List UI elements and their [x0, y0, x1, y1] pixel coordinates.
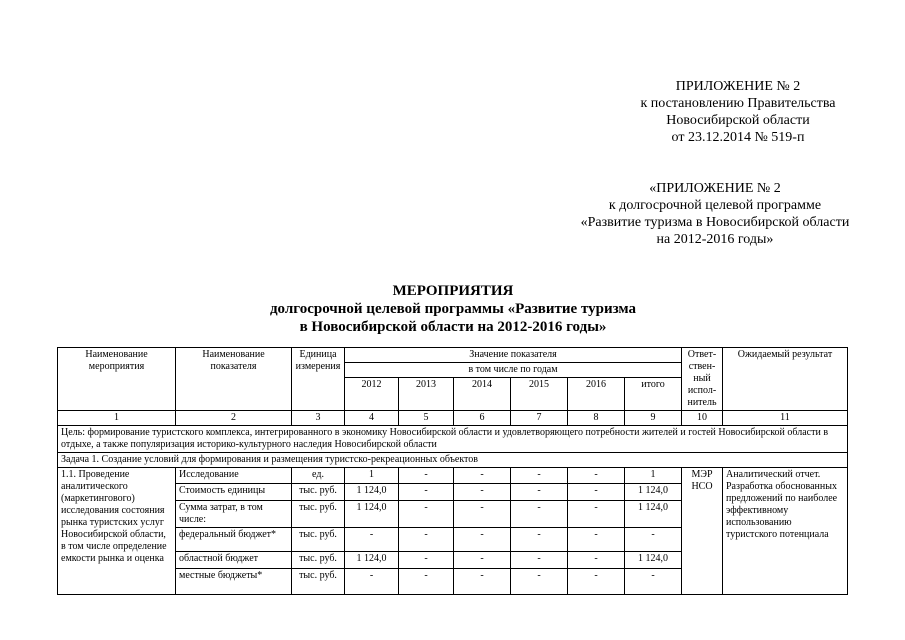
value-total-cell: 1 124,0	[625, 484, 682, 501]
value-2012-cell: 1	[345, 468, 399, 484]
value-2012-cell: 1 124,0	[345, 484, 399, 501]
title-line: в Новосибирской области на 2012-2016 годы»	[299, 319, 607, 335]
appendix-line: от 23.12.2014 № 519-п	[671, 130, 805, 145]
value-2012-cell: 1 124,0	[345, 552, 399, 569]
value-total-cell: -	[625, 528, 682, 552]
indicator-cell: Стоимость единицы	[176, 484, 292, 501]
header-value: Значение показателя	[345, 348, 682, 363]
value-2014-cell: -	[454, 501, 511, 528]
value-2016-cell: -	[568, 484, 625, 501]
title-line: МЕРОПРИЯТИЯ	[392, 283, 514, 299]
appendix-line: к постановлению Правительства	[640, 96, 836, 111]
table-row	[58, 468, 848, 484]
value-2013-cell: -	[399, 484, 454, 501]
indicator-cell: местные бюджеты*	[176, 569, 292, 595]
appendix-line: «Развитие туризма в Новосибирской области	[580, 215, 850, 230]
result-cell: Аналитический отчет. Разработка обоснованных предложений по наиболее эффективному использованию туристского потенциала	[723, 468, 848, 595]
value-2014-cell: -	[454, 528, 511, 552]
value-2012-cell: 1 124,0	[345, 501, 399, 528]
appendix-line: Новосибирской области	[666, 113, 810, 128]
value-2013-cell: -	[399, 552, 454, 569]
unit-cell: ед.	[292, 468, 345, 484]
document-title	[200, 282, 706, 336]
value-2014-cell: -	[454, 468, 511, 484]
column-number-row	[58, 411, 848, 426]
column-number: 3	[292, 411, 345, 426]
header-responsible: Ответ-ствен-ный испол-нитель	[682, 348, 723, 411]
value-total-cell: 1 124,0	[625, 501, 682, 528]
indicator-cell: Сумма затрат, в том числе:	[176, 501, 292, 528]
value-2014-cell: -	[454, 569, 511, 595]
task-row: Задача 1. Создание условий для формирования и размещения туристско-рекреационных объектов	[58, 453, 848, 468]
value-2013-cell: -	[399, 569, 454, 595]
goal-row: Цель: формирование туристского комплекса, интегрированного в экономику Новосибирской области и удовлетворяющего потребности жителей и гостей Новосибирской области в отдыхе, а также популяризация историко-культурного наследия Новосибирской области	[58, 426, 848, 453]
value-2013-cell: -	[399, 468, 454, 484]
measure-cell: 1.1. Проведение аналитического (маркетингового) исследования состояния рынка туристских услуг Новосибирской области, в том числе определение емкости рынка и оценка	[58, 468, 176, 595]
value-2016-cell: -	[568, 501, 625, 528]
unit-cell: тыс. руб.	[292, 552, 345, 569]
value-2014-cell: -	[454, 484, 511, 501]
appendix-line: «ПРИЛОЖЕНИЕ № 2	[649, 181, 781, 196]
value-2016-cell: -	[568, 552, 625, 569]
appendix-line: на 2012-2016 годы»	[656, 232, 774, 247]
column-number: 9	[625, 411, 682, 426]
column-number: 8	[568, 411, 625, 426]
indicator-cell: Исследование	[176, 468, 292, 484]
value-2012-cell: -	[345, 528, 399, 552]
header-year-2015: 2015	[511, 378, 568, 411]
value-2016-cell: -	[568, 569, 625, 595]
measures-table	[57, 347, 848, 595]
value-2015-cell: -	[511, 552, 568, 569]
header-unit: Единица измерения	[292, 348, 345, 411]
value-2016-cell: -	[568, 528, 625, 552]
header-year-2014: 2014	[454, 378, 511, 411]
appendix-line: к долгосрочной целевой программе	[608, 198, 822, 213]
unit-cell: тыс. руб.	[292, 528, 345, 552]
value-2014-cell: -	[454, 552, 511, 569]
column-number: 1	[58, 411, 176, 426]
value-total-cell: 1	[625, 468, 682, 484]
value-2015-cell: -	[511, 468, 568, 484]
header-by-years: в том числе по годам	[345, 363, 682, 378]
indicator-cell: областной бюджет	[176, 552, 292, 569]
column-number: 2	[176, 411, 292, 426]
header-total: итого	[625, 378, 682, 411]
value-total-cell: 1 124,0	[625, 552, 682, 569]
value-2013-cell: -	[399, 501, 454, 528]
appendix-header-current	[598, 78, 878, 146]
column-number: 6	[454, 411, 511, 426]
header-year-2016: 2016	[568, 378, 625, 411]
value-2015-cell: -	[511, 484, 568, 501]
column-number: 7	[511, 411, 568, 426]
value-2012-cell: -	[345, 569, 399, 595]
column-number: 11	[723, 411, 848, 426]
value-2015-cell: -	[511, 569, 568, 595]
appendix-header-original	[545, 180, 885, 248]
unit-cell: тыс. руб.	[292, 569, 345, 595]
header-result: Ожидаемый результат	[723, 348, 848, 411]
unit-cell: тыс. руб.	[292, 501, 345, 528]
header-indicator: Наименование показателя	[176, 348, 292, 411]
column-number: 10	[682, 411, 723, 426]
value-2016-cell: -	[568, 468, 625, 484]
column-number: 4	[345, 411, 399, 426]
header-measure: Наименование мероприятия	[58, 348, 176, 411]
unit-cell: тыс. руб.	[292, 484, 345, 501]
value-2015-cell: -	[511, 501, 568, 528]
appendix-line: ПРИЛОЖЕНИЕ № 2	[675, 79, 801, 94]
value-2015-cell: -	[511, 528, 568, 552]
value-total-cell: -	[625, 569, 682, 595]
title-line: долгосрочной целевой программы «Развитие туризма	[269, 301, 637, 317]
header-year-2013: 2013	[399, 378, 454, 411]
indicator-cell: федеральный бюджет*	[176, 528, 292, 552]
header-year-2012: 2012	[345, 378, 399, 411]
value-2013-cell: -	[399, 528, 454, 552]
responsible-cell: МЭР НСО	[682, 468, 723, 595]
column-number: 5	[399, 411, 454, 426]
